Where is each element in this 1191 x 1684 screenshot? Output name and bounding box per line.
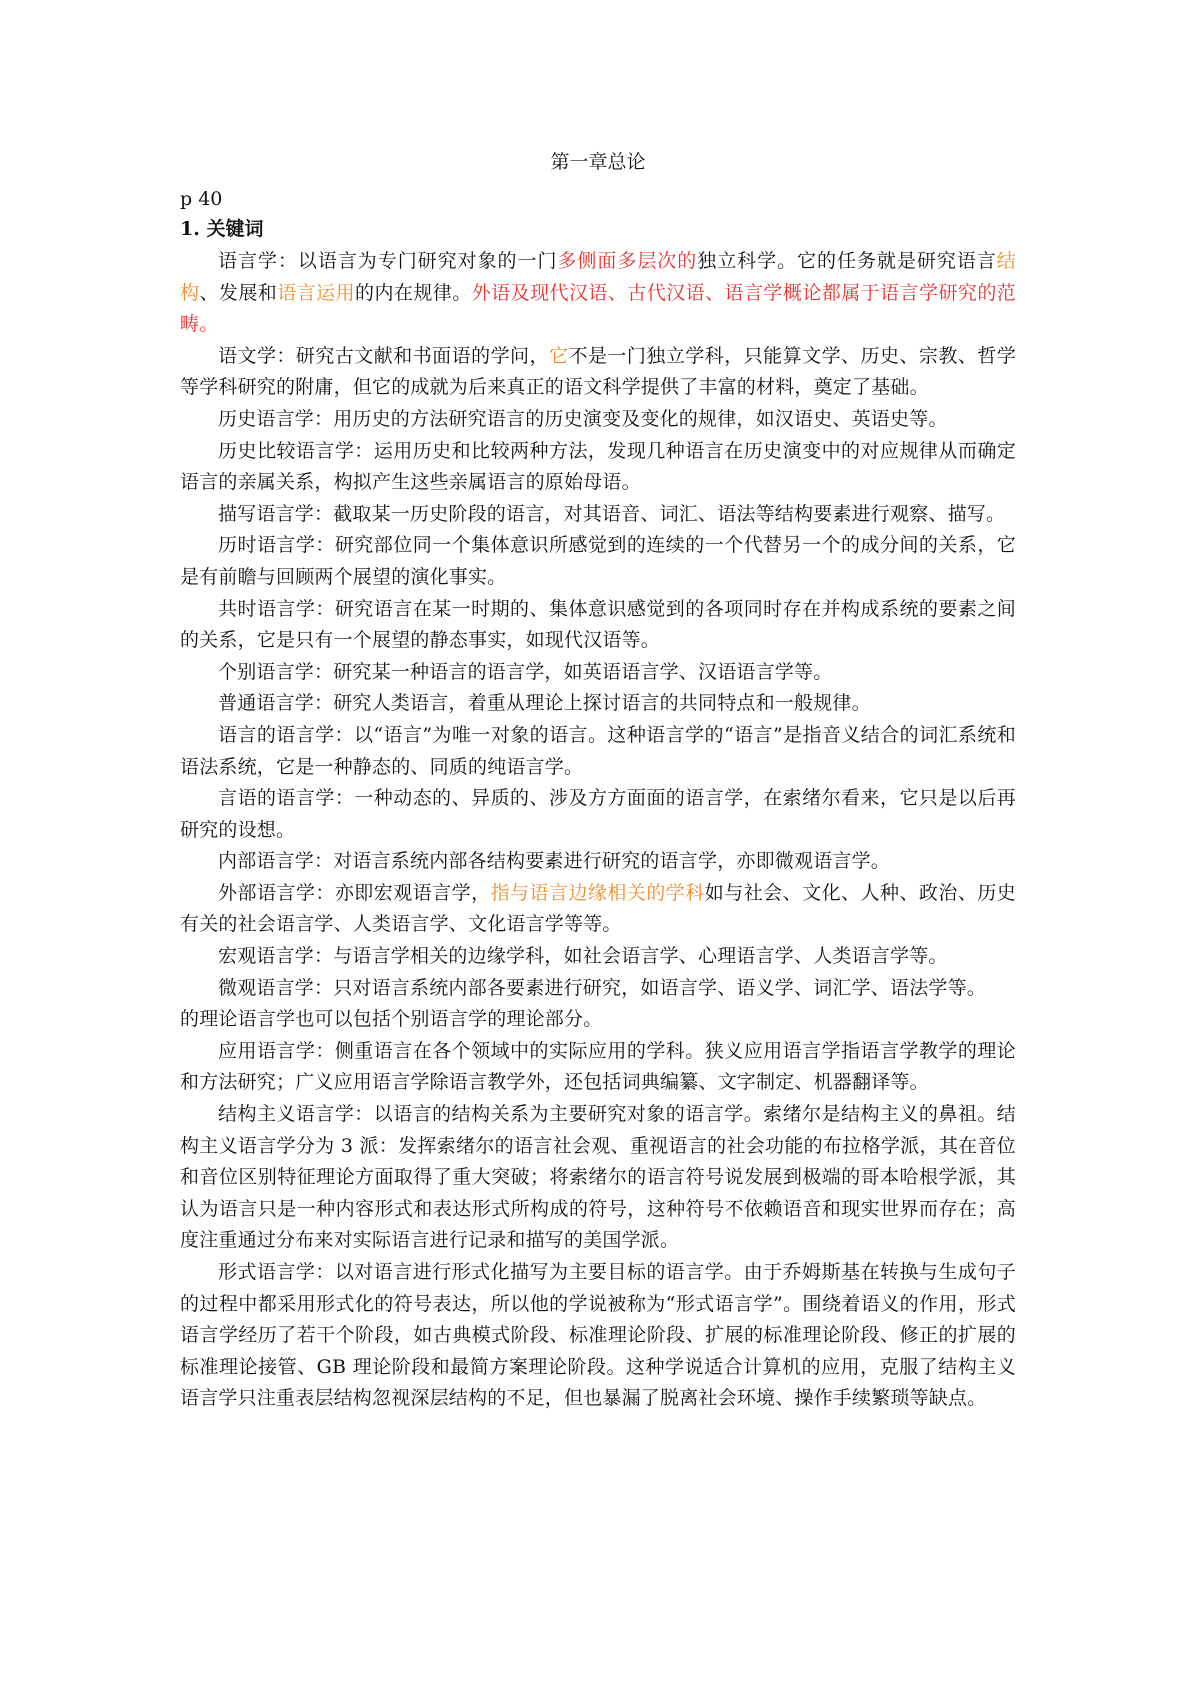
paragraph-external bbox=[180, 878, 1016, 941]
text-run: 、发展和 bbox=[199, 281, 278, 304]
text-run: 应用语言学：侧重语言在各个领域中的实际应用的学科。狭义应用语言学指语言学教学的理论和方法研究；广义应用语言学除语言教学外，还包括词典编纂、文字制定、机器翻译等。 bbox=[180, 1039, 1016, 1094]
paragraph-diachronic bbox=[180, 530, 1016, 593]
paragraph-macro bbox=[180, 941, 1016, 973]
chapter-title: 第一章总论 bbox=[550, 151, 646, 173]
text-run: 历史语言学：用历史的方法研究语言的历史演变及变化的规律，如汉语史、英语史等。 bbox=[218, 407, 948, 430]
text-run: 普通语言学：研究人类语言，着重从理论上探讨语言的共同特点和一般规律。 bbox=[218, 692, 871, 715]
paragraph-linguistics bbox=[180, 246, 1016, 341]
text-run: 内部语言学：对语言系统内部各结构要素进行研究的语言学，亦即微观语言学。 bbox=[218, 850, 891, 873]
highlight-orange: 结构 bbox=[180, 250, 1016, 304]
paragraph-micro bbox=[180, 973, 1016, 1005]
paragraph-theoretical-note bbox=[180, 1004, 1016, 1036]
text-run: 言语的语言学：一种动态的、异质的、涉及方方面面的语言学，在索绪尔看来，它只是以后再研究的设想。 bbox=[180, 787, 1016, 841]
text-run: 语言的语言学：以“语言”为唯一对象的语言。这种语言学的“语言”是指音义结合的词汇系统和语法系统，它是一种静态的、同质的纯语言学。 bbox=[180, 723, 1016, 778]
text-run: 描写语言学：截取某一历史阶段的语言，对其语音、词汇、语法等结构要素进行观察、描写。 bbox=[218, 502, 1006, 525]
highlight-orange: 指与语言边缘相关的学科 bbox=[490, 881, 705, 904]
highlight-orange: 语言运用 bbox=[277, 281, 356, 304]
paragraph-structuralism bbox=[180, 1099, 1016, 1257]
text-run: 结构主义语言学：以语言的结构关系为主要研究对象的语言学。索绪尔是结构主义的鼻祖。结构主义语言学分为 3 派：发挥索绪尔的语言社会观、重视语言的社会功能的布拉格学派，其在音位和音位区别特征理论方面取得了重大突破；将索绪尔的语言符号说发展到极端的哥本哈根学派，其认为语言只是一种内容形式和表达形式所构成的符号，这种符号不依赖语音和现实世界而存在；高度注重通过分布来对实际语言进行记录和描写的美国学派。 bbox=[180, 1103, 1016, 1252]
paragraph-descriptive bbox=[180, 499, 1016, 531]
highlight-red: 外语及现代汉语、古代汉语、语言学概论都属于语言学研究的范畴。 bbox=[180, 281, 1016, 336]
paragraph-individual bbox=[180, 657, 1016, 689]
text-run: 历时语言学：研究部位同一个集体意识所感觉到的连续的一个代替另一个的成分间的关系，它是有前瞻与回顾两个展望的演化事实。 bbox=[180, 534, 1016, 588]
highlight-orange: 它 bbox=[548, 344, 569, 367]
paragraph-general bbox=[180, 688, 1016, 720]
section-heading: 1. 关键词 bbox=[180, 218, 264, 240]
page-reference: p 40 bbox=[180, 188, 223, 210]
paragraph-historical-comparative bbox=[180, 436, 1016, 499]
paragraph-parole bbox=[180, 783, 1016, 846]
text-run: 个别语言学：研究某一种语言的语言学，如英语语言学、汉语语言学等。 bbox=[218, 660, 833, 683]
text-run: 形式语言学：以对语言进行形式化描写为主要目标的语言学。由于乔姆斯基在转换与生成句子的过程中都采用形式化的符号表达，所以他的学说被称为“形式语言学”。围绕着语义的作用，形式语言学经历了若干个阶段，如古典模式阶段、标准理论阶段、扩展的标准理论阶段、修正的扩展的标准理论接管、GB 理论阶段和最简方案理论阶段。这种学说适合计算机的应用，克服了结构主义语言学只注重表层结构忽视深层结构的不足，但也暴漏了脱离社会环境、操作手续繁琐等缺点。 bbox=[180, 1261, 1016, 1410]
text-run: 独立科学。它的任务就是研究语言 bbox=[697, 250, 997, 272]
text-run: 的内在规律。 bbox=[355, 281, 472, 304]
text-run: 共时语言学：研究语言在某一时期的、集体意识感觉到的各项同时存在并构成系统的要素之间的关系，它是只有一个展望的静态事实，如现代汉语等。 bbox=[180, 597, 1016, 652]
text-run: 语文学：研究古文献和书面语的学问， bbox=[218, 344, 549, 367]
text-run: 宏观语言学：与语言学相关的边缘学科，如社会语言学、心理语言学、人类语言学等。 bbox=[218, 945, 948, 968]
text-run: 历史比较语言学：运用历史和比较两种方法，发现几种语言在历史演变中的对应规律从而确定语言的亲属关系，构拟产生这些亲属语言的原始母语。 bbox=[180, 439, 1016, 494]
page-content bbox=[180, 146, 1016, 1415]
highlight-red: 多侧面多层次的 bbox=[557, 250, 698, 272]
paragraph-langue bbox=[180, 720, 1016, 783]
paragraph-formal bbox=[180, 1257, 1016, 1415]
text-run: 不是一门独立学科，只能算文学、历史、宗教、哲学等学科研究的附庸，但它的成就为后来真正的语文科学提供了丰富的材料，奠定了基础。 bbox=[180, 344, 1016, 399]
paragraph-applied bbox=[180, 1036, 1016, 1099]
text-run: 外部语言学：亦即宏观语言学， bbox=[218, 881, 491, 904]
paragraph-historical-linguistics bbox=[180, 404, 1016, 436]
paragraph-philology bbox=[180, 341, 1016, 404]
text-run: 如与社会、文化、人种、政治、历史有关的社会语言学、人类语言学、文化语言学等等。 bbox=[180, 881, 1016, 936]
paragraph-internal bbox=[180, 846, 1016, 878]
text-run: 的理论语言学也可以包括个别语言学的理论部分。 bbox=[180, 1008, 603, 1031]
text-run: 语言学：以语言为专门研究对象的一门 bbox=[218, 250, 558, 272]
text-run: 微观语言学：只对语言系统内部各要素进行研究，如语言学、语义学、词汇学、语法学等。 bbox=[218, 976, 987, 999]
paragraph-synchronic bbox=[180, 594, 1016, 657]
